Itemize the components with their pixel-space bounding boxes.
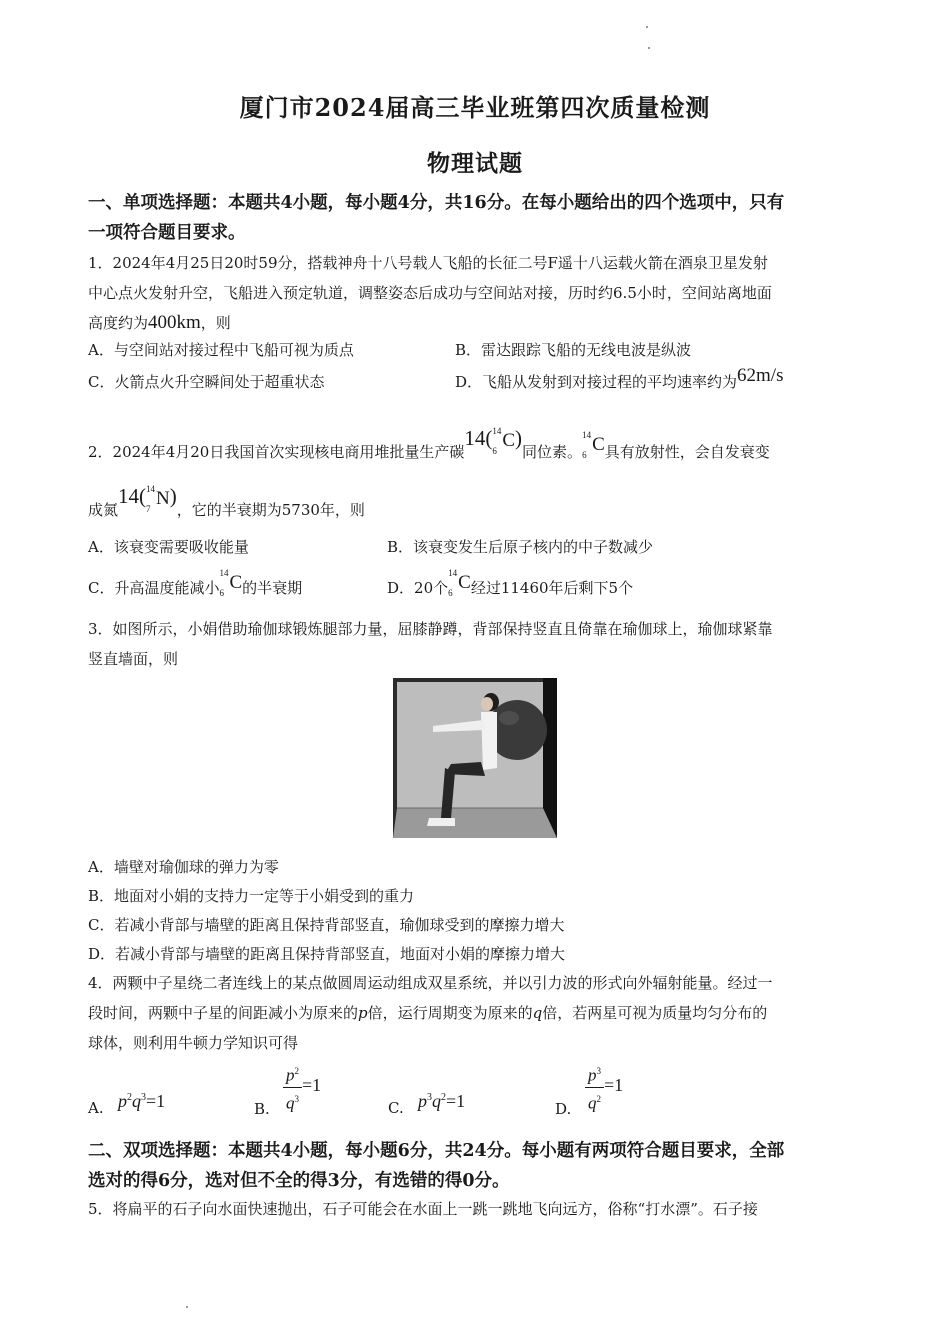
q3-line1: 3．如图所示，小娟借助瑜伽球锻炼腿部力量，屈膝静蹲，背部保持竖直且倚靠在瑜伽球上，瑜伽球紧靠 [88, 620, 773, 638]
q4-option-c-label: C. [388, 1099, 404, 1117]
carbon-mass-number: 14 [448, 567, 458, 578]
q4-var-p: p [358, 1004, 368, 1022]
exam-subtitle: 物理试题 [427, 150, 523, 177]
carbon-14-isotope [448, 567, 471, 598]
var-q: q [432, 1091, 441, 1111]
q2-line2 [88, 483, 365, 519]
exponent: 2 [596, 1093, 601, 1104]
q2-option-d-pre: D．20个 [387, 579, 449, 597]
nitrogen-14-isotope [146, 483, 170, 514]
carbon-14-isotope [582, 429, 605, 460]
question-1 [88, 248, 863, 338]
section1-line1: 一、单项选择题：本题共4小题，每小题4分，共16分。在每小题给出的四个选项中，只有 [88, 193, 785, 213]
q4-option-b-formula [283, 1060, 321, 1114]
q1-line1: 1．2024年4月25日20时59分，搭载神舟十八号载人飞船的长征二号F遥十八运载火箭在酒泉卫星发射 [88, 254, 768, 272]
q3-line2: 竖直墙面，则 [88, 650, 179, 668]
section1-line2: 一项符合题目要求。 [88, 223, 246, 243]
var-q: q [588, 1093, 597, 1113]
q4-option-d-label: D. [555, 1100, 572, 1118]
q2-line1 [88, 425, 770, 461]
question-4 [88, 968, 863, 1058]
q2-line1-mid: 同位素。 [522, 443, 583, 461]
scan-speck [186, 1306, 188, 1308]
q2-option-c-pre: C．升高温度能减小 [88, 579, 220, 597]
exponent: 2 [294, 1066, 299, 1076]
carbon-atomic-number: 6 [582, 449, 587, 460]
equals-one: =1 [146, 1091, 166, 1111]
yoga-ball-wall-squat-photo [393, 678, 557, 838]
exam-title: 厦门市2024届高三毕业班第四次质量检测 [239, 93, 711, 122]
fraction [585, 1060, 604, 1114]
section2-line2: 选对的得6分，选对但不全的得3分，有选错的得0分。 [88, 1171, 510, 1191]
q2-line1-post: 具有放射性，会自发衰变 [604, 443, 770, 461]
exponent: 2 [127, 1092, 132, 1103]
q2-option-a: A．该衰变需要吸收能量 [88, 538, 249, 556]
carbon-symbol: C [458, 571, 471, 593]
scan-speck [648, 47, 650, 49]
denominator [283, 1088, 302, 1115]
fraction [283, 1060, 302, 1114]
nitrogen-atomic-number: 7 [146, 503, 151, 514]
var-q: q [286, 1093, 295, 1113]
nitrogen-mass-number: 14 [146, 483, 156, 494]
q4-option-d-formula [585, 1060, 623, 1114]
q4-option-a-label: A. [88, 1099, 104, 1117]
q1-option-b: B．雷达跟踪飞船的无线电波是纵波 [455, 341, 692, 359]
q4-option-b-label: B. [254, 1100, 270, 1118]
question-5 [88, 1194, 863, 1224]
numerator [283, 1060, 302, 1088]
carbon-atomic-number: 6 [448, 587, 453, 598]
q1-line3-post: ，则 [200, 314, 231, 332]
q1-line3 [88, 308, 863, 338]
section2-heading [88, 1136, 863, 1196]
q2-option-d-post: 经过11460年后剩下5个 [470, 579, 634, 597]
var-q: q [132, 1091, 141, 1111]
q1-line3-pre: 高度约为 [88, 314, 149, 332]
q3-option-b: B．地面对小娟的支持力一定等于小娟受到的重力 [88, 887, 415, 905]
q2-option-c [88, 567, 303, 598]
paren-open: ( [485, 426, 493, 450]
exponent: 2 [441, 1092, 446, 1103]
carbon-symbol: C [502, 429, 516, 451]
exponent: 3 [294, 1093, 299, 1104]
q4-line2-pre: 段时间，两颗中子星的间距减小为原来的 [88, 1004, 359, 1022]
nitrogen-symbol: N [156, 487, 170, 509]
q1-option-c: C．火箭点火升空瞬间处于超重状态 [88, 373, 325, 391]
carbon-atomic-number: 6 [219, 587, 224, 598]
q4-option-c-formula [418, 1086, 465, 1113]
var-p: p [118, 1091, 127, 1111]
carbon-mass-number: 14 [582, 429, 592, 440]
paren-close: ) [169, 484, 177, 508]
q4-var-q: q [532, 1004, 543, 1022]
question-3 [88, 614, 863, 674]
q4-line2-mid: 倍，运行周期变为原来的 [367, 1004, 533, 1022]
q4-option-a-formula [118, 1086, 165, 1113]
section2-line1: 二、双项选择题：本题共4小题，每小题6分，共24分。每小题有两项符合题目要求，全部 [88, 1141, 785, 1161]
q5-line1: 5．将扁平的石子向水面快速抛出，石子可能会在水面上一跳一跳地飞向远方，俗称“打水漂”。石子接 [88, 1200, 758, 1218]
carbon-14-isotope [219, 567, 243, 598]
numerator [585, 1060, 604, 1088]
q1-height-value: 400km [148, 312, 201, 333]
q3-option-a: A．墙壁对瑜伽球的弹力为零 [88, 858, 279, 876]
equals-one: =1 [302, 1075, 322, 1096]
q4-line1: 4．两颗中子星绕二者连线上的某点做圆周运动组成双星系统，并以引力波的形式向外辐射能量。经过一 [88, 974, 773, 992]
section1-heading [88, 188, 863, 248]
paren-open: ( [139, 484, 147, 508]
q1-option-d-value: 62m/s [737, 365, 784, 386]
q1-option-d [455, 365, 784, 394]
carbon-mass-number: 14 [492, 425, 502, 436]
q4-line2 [88, 998, 863, 1028]
q1-line2: 中心点火发射升空，飞船进入预定轨道，调整姿态后成功与空间站对接，历时约6.5小时，空间站离地面 [88, 284, 772, 302]
carbon-atomic-number: 6 [492, 445, 497, 456]
var-p: p [286, 1065, 295, 1085]
q3-option-c: C．若减小背部与墙壁的距离且保持背部竖直，瑜伽球受到的摩擦力增大 [88, 916, 565, 934]
carbon-symbol: C [229, 571, 243, 593]
q4-line2-post: 倍，若两星可视为质量均匀分布的 [542, 1004, 768, 1022]
q1-option-a: A．与空间站对接过程中飞船可视为质点 [88, 341, 354, 359]
q2-carbon-number: 14 [464, 426, 486, 450]
equals-one: =1 [604, 1075, 624, 1096]
q2-option-b: B．该衰变发生后原子核内的中子数减少 [387, 538, 654, 556]
carbon-symbol: C [592, 433, 605, 455]
exponent: 3 [596, 1066, 601, 1076]
var-p: p [418, 1091, 427, 1111]
carbon-mass-number: 14 [219, 567, 229, 578]
q2-option-c-post: 的半衰期 [242, 579, 303, 597]
q2-line1-pre: 2．2024年4月20日我国首次实现核电商用堆批量生产碳 [88, 443, 465, 461]
q3-option-d: D．若减小背部与墙壁的距离且保持背部竖直，地面对小娟的摩擦力增大 [88, 945, 566, 963]
q2-nitrogen-number: 14 [118, 484, 140, 508]
carbon-14-isotope [492, 425, 516, 456]
equals-one: =1 [446, 1091, 466, 1111]
var-p: p [588, 1065, 597, 1085]
scan-speck [646, 26, 648, 28]
exponent: 3 [427, 1092, 432, 1103]
paren-close: ) [515, 426, 523, 450]
q1-option-d-text: D．飞船从发射到对接过程的平均速率约为 [455, 373, 738, 391]
denominator [585, 1088, 604, 1115]
exponent: 3 [141, 1092, 146, 1103]
q2-option-d [387, 567, 634, 598]
q2-line2-pre: 成氮 [88, 501, 119, 519]
q2-line2-post: ，它的半衰期为5730年，则 [176, 501, 365, 519]
q4-line3: 球体，则利用牛顿力学知识可得 [88, 1034, 299, 1052]
